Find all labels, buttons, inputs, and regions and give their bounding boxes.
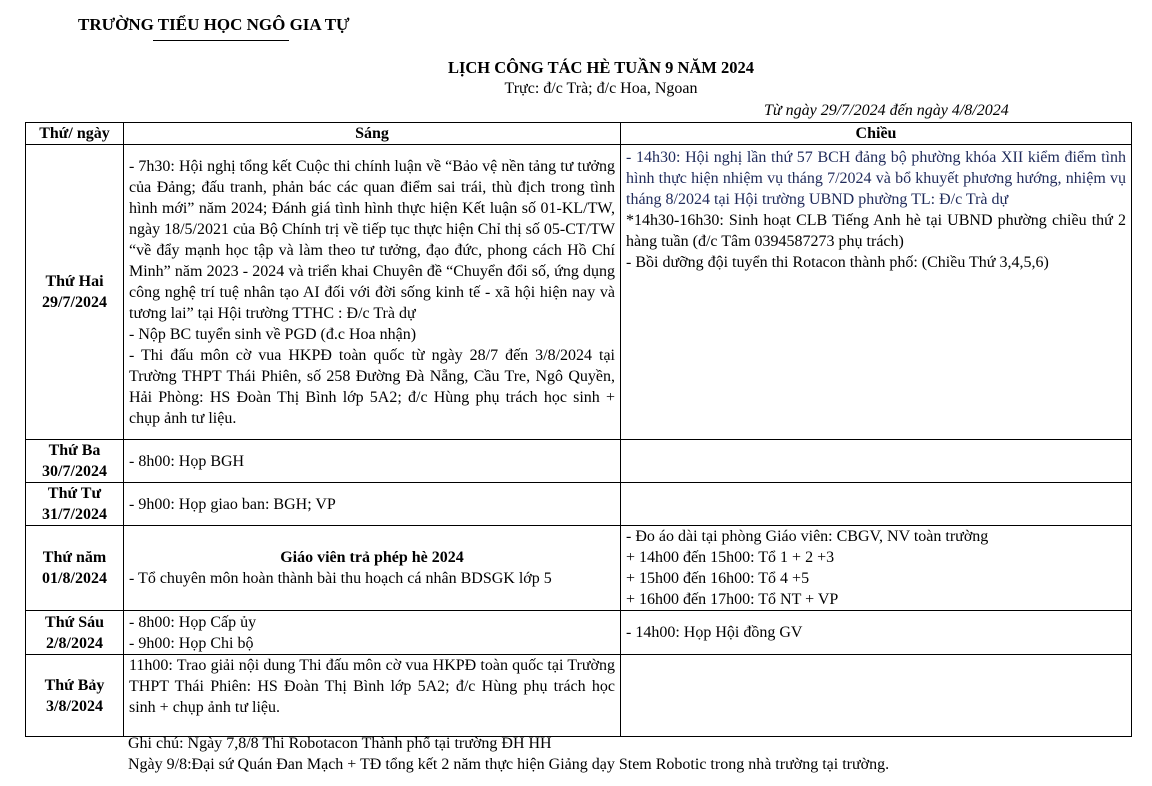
date-label: 29/7/2024 bbox=[42, 294, 107, 311]
table-row bbox=[26, 483, 1132, 526]
day-cell bbox=[26, 655, 124, 737]
morning-item: - 8h00: Họp Cấp ủy bbox=[129, 613, 257, 631]
morning-item: - Nộp BC tuyển sinh về PGD (đ.c Hoa nhận) bbox=[129, 325, 417, 343]
day-label: Thứ năm bbox=[42, 549, 107, 566]
afternoon-cell bbox=[621, 440, 1132, 483]
notes bbox=[128, 733, 889, 775]
afternoon-cell bbox=[621, 145, 1132, 440]
table-row bbox=[26, 526, 1132, 611]
school-name: TRƯỜNG TIỂU HỌC NGÔ GIA TỰ bbox=[78, 15, 350, 34]
date-label: 2/8/2024 bbox=[46, 634, 103, 652]
day-label: Thứ Bảy bbox=[44, 676, 105, 694]
table-row bbox=[26, 655, 1132, 737]
morning-item: - 7h30: Hội nghị tổng kết Cuộc thi chính luận về “Bảo vệ nền tảng tư tưởng của Đảng; đấu tranh, phản bác các quan điểm sai trái, thù địch trong tình hình mới” năm 2024; Đánh giá tình hình thực hiện Kết luận số 01-KL/TW, ngày 18/5/2021 của Bộ Chính trị về tiếp tục thực hiện Chỉ thị số 05-CT/TW “về đẩy mạnh học tập và làm theo tư tưởng, đạo đức, phong cách Hồ Chí Minh” năm 2023 - 2024 và triển khai Chuyên đề “Chuyển đổi số, ứng dụng công nghệ trí tuệ nhân tạo AI đối với đời sống kinh tế - xã hội hiện nay và tương lai” tại Hội trường TTHC : Đ/c Trà dự bbox=[129, 157, 615, 322]
day-label: Thứ Ba bbox=[48, 442, 101, 459]
afternoon-cell bbox=[621, 526, 1132, 611]
table-row bbox=[26, 440, 1132, 483]
document-title: LỊCH CÔNG TÁC HÈ TUẦN 9 NĂM 2024 bbox=[447, 58, 755, 77]
duty-line: Trực: đ/c Trà; đ/c Hoa, Ngoan bbox=[504, 80, 698, 97]
date-label: 3/8/2024 bbox=[46, 697, 103, 715]
day-label: Thứ Tư bbox=[47, 485, 102, 502]
morning-item: - Tổ chuyên môn hoàn thành bài thu hoạch cá nhân BDSGK lớp 5 bbox=[129, 570, 552, 587]
afternoon-item: - Đo áo dài tại phòng Giáo viên: CBGV, NV toàn trường bbox=[626, 528, 989, 545]
day-label: Thứ Hai bbox=[45, 273, 104, 290]
school-underline bbox=[153, 40, 289, 41]
date-label: 31/7/2024 bbox=[42, 506, 107, 523]
table-row bbox=[26, 145, 1132, 440]
morning-cell bbox=[124, 483, 621, 526]
afternoon-item: - 14h30: Hội nghị lần thứ 57 BCH đảng bộ phường khóa XII kiểm điểm tình hình thực hiện nhiệm vụ tháng 7/2024 và bổ khuyết phương hướng, nhiệm vụ tháng 8/2024 tại Hội trường UBND phường TL: Đ/c Trà dự bbox=[626, 149, 1126, 208]
column-header-morning: Sáng bbox=[124, 123, 621, 145]
day-cell bbox=[26, 483, 124, 526]
morning-heading: Giáo viên trả phép hè 2024 bbox=[280, 549, 464, 566]
afternoon-item: + 14h00 đến 15h00: Tổ 1 + 2 +3 bbox=[626, 549, 835, 566]
afternoon-item: + 15h00 đến 16h00: Tổ 4 +5 bbox=[626, 570, 810, 587]
morning-cell bbox=[124, 440, 621, 483]
date-range: Từ ngày 29/7/2024 đến ngày 4/8/2024 bbox=[764, 102, 1009, 119]
day-cell bbox=[26, 526, 124, 611]
morning-item: - Thi đấu môn cờ vua HKPĐ toàn quốc từ ngày 28/7 đến 3/8/2024 tại Trường THPT Thái Phiên, số 258 Đường Đà Nẵng, Cầu Tre, Ngô Quyền, Hải Phòng: HS Đoàn Thị Bình lớp 5A2; đ/c Hùng phụ trách học sinh + chụp ảnh tư liệu. bbox=[129, 346, 615, 427]
afternoon-cell bbox=[621, 611, 1132, 655]
afternoon-cell bbox=[621, 655, 1132, 737]
morning-cell bbox=[124, 526, 621, 611]
morning-cell bbox=[124, 655, 621, 737]
day-label: Thứ Sáu bbox=[45, 613, 104, 631]
schedule-table bbox=[25, 122, 1132, 737]
day-cell bbox=[26, 440, 124, 483]
afternoon-item: + 16h00 đến 17h00: Tổ NT + VP bbox=[626, 591, 839, 608]
table-header-row bbox=[26, 123, 1132, 145]
day-cell bbox=[26, 611, 124, 655]
table-row bbox=[26, 611, 1132, 655]
column-header-afternoon: Chiều bbox=[621, 123, 1132, 145]
note-line: Ghi chú: Ngày 7,8/8 Thi Robotacon Thành phố tại trường ĐH HH bbox=[128, 735, 552, 752]
column-header-day: Thứ/ ngày bbox=[26, 123, 124, 145]
morning-item: - 8h00: Họp BGH bbox=[129, 452, 245, 470]
date-label: 01/8/2024 bbox=[42, 570, 107, 587]
afternoon-item: - 14h00: Họp Hội đồng GV bbox=[626, 624, 803, 641]
morning-item: - 9h00: Họp giao ban: BGH; VP bbox=[129, 495, 336, 513]
morning-cell bbox=[124, 611, 621, 655]
afternoon-item: *14h30-16h30: Sinh hoạt CLB Tiếng Anh hè tại UBND phường chiều thứ 2 hàng tuần (đ/c Tâm 0394587273 phụ trách) bbox=[626, 212, 1126, 250]
morning-cell bbox=[124, 145, 621, 440]
note-line: Ngày 9/8:Đại sứ Quán Đan Mạch + TĐ tổng kết 2 năm thực hiện Giảng dạy Stem Robotic trong nhà trường tại trường. bbox=[128, 756, 890, 773]
afternoon-item: - Bồi dưỡng đội tuyển thi Rotacon thành phố: (Chiều Thứ 3,4,5,6) bbox=[626, 254, 1049, 271]
date-label: 30/7/2024 bbox=[42, 463, 107, 480]
day-cell bbox=[26, 145, 124, 440]
morning-item: - 9h00: Họp Chi bộ bbox=[129, 634, 254, 652]
morning-item: 11h00: Trao giải nội dung Thi đấu môn cờ vua HKPĐ toàn quốc tại Trường THPT Thái Phiên: HS Đoàn Thị Bình lớp 5A2; đ/c Hùng phụ trách học sinh + chụp ảnh tư liệu. bbox=[129, 657, 615, 716]
afternoon-cell bbox=[621, 483, 1132, 526]
